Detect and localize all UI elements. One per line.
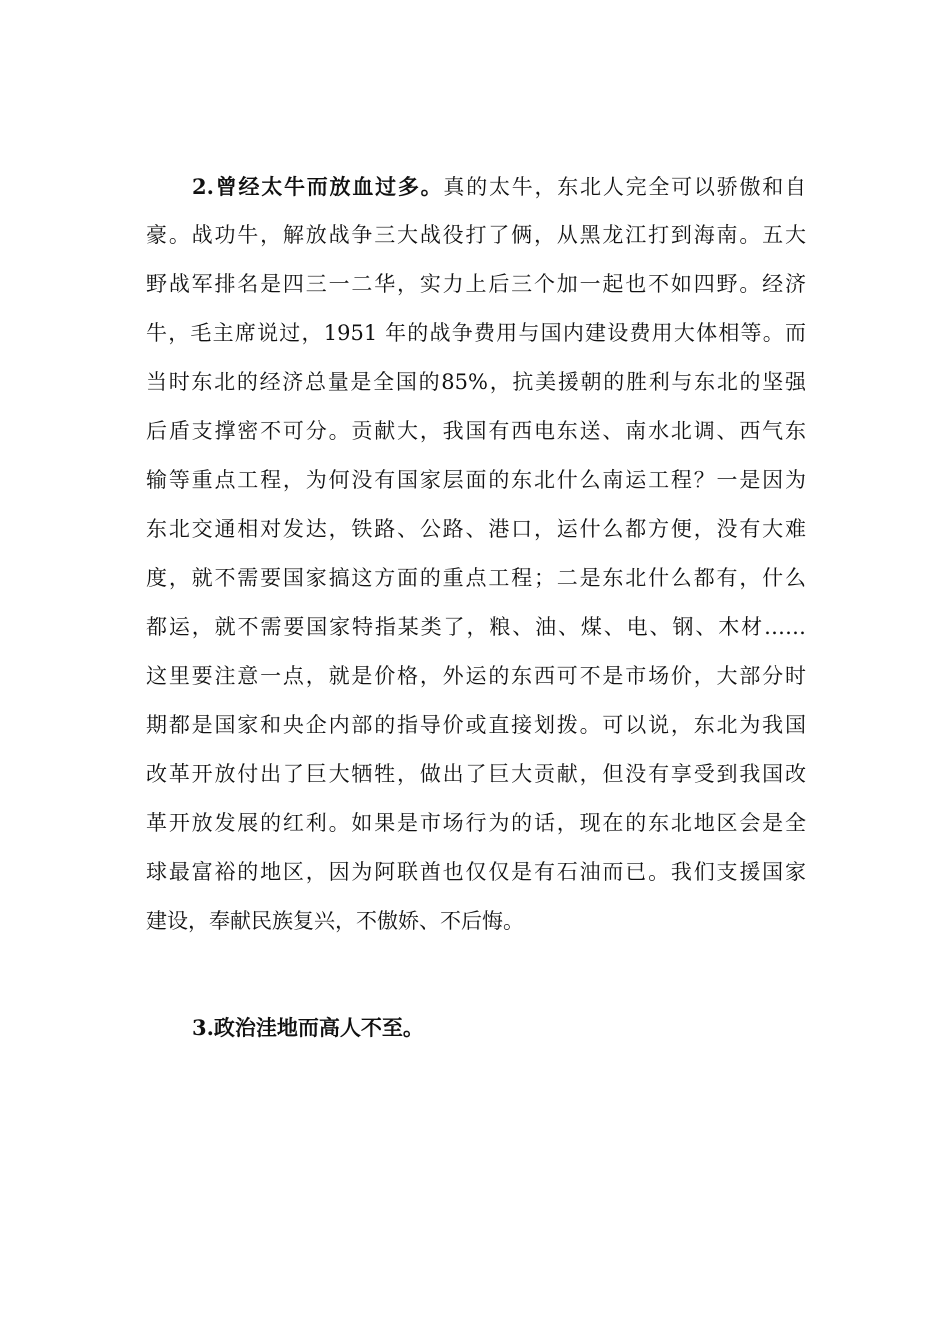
paragraph-line: 球最富裕的地区，因为阿联酋也仅仅是有石油而已。我们支援国家 <box>146 860 806 884</box>
paragraph-line: 期都是国家和央企内部的指导价或直接划拨。可以说，东北为我国 <box>146 713 806 737</box>
paragraph-line: 牛，毛主席说过，1951 年的战争费用与国内建设费用大体相等。而 <box>146 321 806 345</box>
paragraph-line: 度，就不需要国家搞这方面的重点工程；二是东北什么都有，什么 <box>146 566 806 590</box>
section-2-heading: 2.曾经太牛而放血过多。 <box>192 174 444 199</box>
paragraph-line: 输等重点工程，为何没有国家层面的东北什么南运工程？一是因为 <box>146 468 806 492</box>
section-3-heading: 3.政治洼地而高人不至。 <box>192 1015 424 1040</box>
paragraph-line: 改革开放付出了巨大牺牲，做出了巨大贡献，但没有享受到我国改 <box>146 762 806 786</box>
paragraph-line <box>146 1003 806 1052</box>
paragraph-line: 豪。战功牛，解放战争三大战役打了俩，从黑龙江打到海南。五大 <box>146 223 806 247</box>
section-3-paragraph <box>146 1003 806 1052</box>
paragraph-line: 都运，就不需要国家特指某类了，粮、油、煤、电、钢、木材…… <box>146 615 806 639</box>
paragraph-line: 当时东北的经济总量是全国的85%，抗美援朝的胜利与东北的坚强 <box>146 370 806 394</box>
paragraph-line: 后盾支撑密不可分。贡献大，我国有西电东送、南水北调、西气东 <box>146 419 806 443</box>
section-2-paragraph <box>146 162 806 946</box>
paragraph-text: 真的太牛，东北人完全可以骄傲和自 <box>443 175 806 199</box>
paragraph-line <box>146 162 806 211</box>
paragraph-line: 革开放发展的红利。如果是市场行为的话，现在的东北地区会是全 <box>146 811 806 835</box>
paragraph-line: 东北交通相对发达，铁路、公路、港口，运什么都方便，没有大难 <box>146 517 806 541</box>
paragraph-line: 这里要注意一点，就是价格，外运的东西可不是市场价，大部分时 <box>146 664 806 688</box>
paragraph-line: 建设，奉献民族复兴，不傲娇、不后悔。 <box>146 909 524 933</box>
paragraph-line: 野战军排名是四三一二华，实力上后三个加一起也不如四野。经济 <box>146 272 806 296</box>
